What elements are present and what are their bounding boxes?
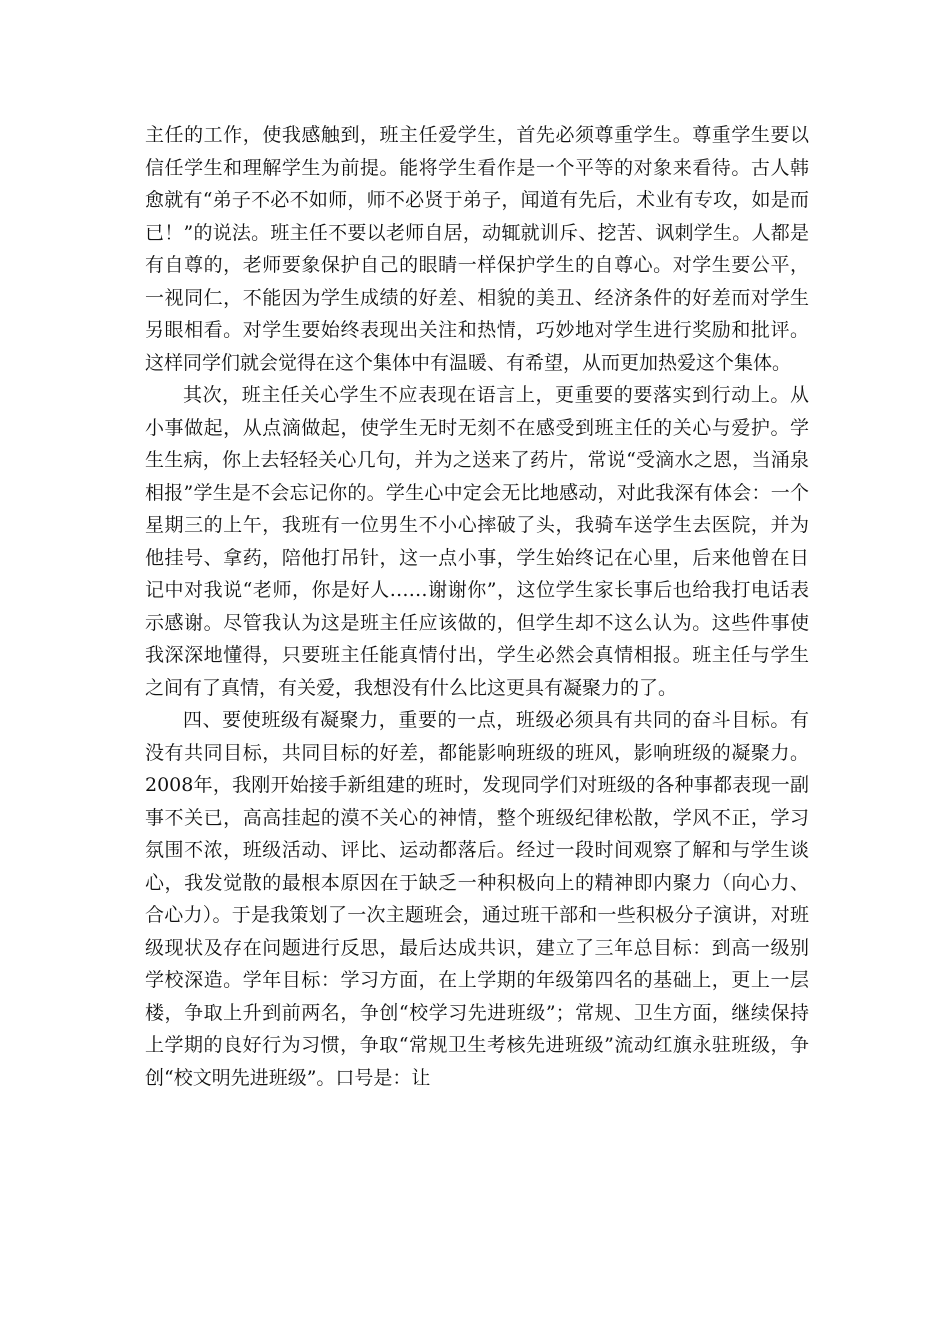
paragraph-caring-actions: 其次，班主任关心学生不应表现在语言上，更重要的要落实到行动上。从小事做起，从点滴做起，使学生无时无刻不在感受到班主任的关心与爱护。学生生病，你上去轻轻关心几句，并为之送来了药片，常说“受滴水之恩，当涌泉相报”学生是不会忘记你的。学生心中定会无比地感动，对此我深有体会：一个星期三的上午，我班有一位男生不小心摔破了头，我骑车送学生去医院，并为他挂号、拿药，陪他打吊针，这一点小事，学生始终记在心里，后来他曾在日记中对我说“老师，你是好人……谢谢你”，这位学生家长事后也给我打电话表示感谢。尽管我认为这是班主任应该做的，但学生却不这么认为。这些件事使我深深地懂得，只要班主任能真情付出，学生必然会真情相报。班主任与学生之间有了真情，有关爱，我想没有什么比这更具有凝聚力的了。 bbox=[145, 384, 809, 699]
paragraph-continued: 主任的工作，使我感触到，班主任爱学生，首先必须尊重学生。尊重学生要以信任学生和理解学生为前提。能将学生看作是一个平等的对象来看待。古人韩愈就有“弟子不必不如师，师不必贤于弟子，闻道有先后，术业有专攻，如是而已！”的说法。班主任不要以老师自居，动辄就训斥、挖苦、讽刺学生。人都是有自尊的，老师要象保护自己的眼睛一样保护学生的自尊心。对学生要公平，一视同仁，不能因为学生成绩的好差、相貌的美丑、经济条件的好差而对学生另眼相看。对学生要始终表现出关注和热情，巧妙地对学生进行奖励和批评。这样同学们就会觉得在这个集体中有温暖、有希望，从而更加热爱这个集体。 bbox=[145, 124, 809, 374]
body-text bbox=[145, 119, 809, 1094]
paragraph-common-goals: 四、要使班级有凝聚力，重要的一点，班级必须具有共同的奋斗目标。有没有共同目标，共同目标的好差，都能影响班级的班风，影响班级的凝聚力。2008年，我刚开始接手新组建的班时，发现同学们对班级的各种事都表现一副事不关已，高高挂起的漠不关心的神情，整个班级纪律松散，学风不正，学习氛围不浓，班级活动、评比、运动都落后。经过一段时间观察了解和与学生谈心，我发觉散的最根本原因在于缺乏一种积极向上的精神即内聚力（向心力、合心力）。于是我策划了一次主题班会，通过班干部和一些积极分子演讲，对班级现状及存在问题进行反思，最后达成共识，建立了三年总目标：到高一级别学校深造。学年目标：学习方面，在上学期的年级第四名的基础上，更上一层楼，争取上升到前两名，争创“校学习先进班级”；常规、卫生方面，继续保持上学期的良好行为习惯，争取“常规卫生考核先进班级”流动红旗永驻班级，争创“校文明先进班级”。口号是：让 bbox=[145, 709, 809, 1089]
